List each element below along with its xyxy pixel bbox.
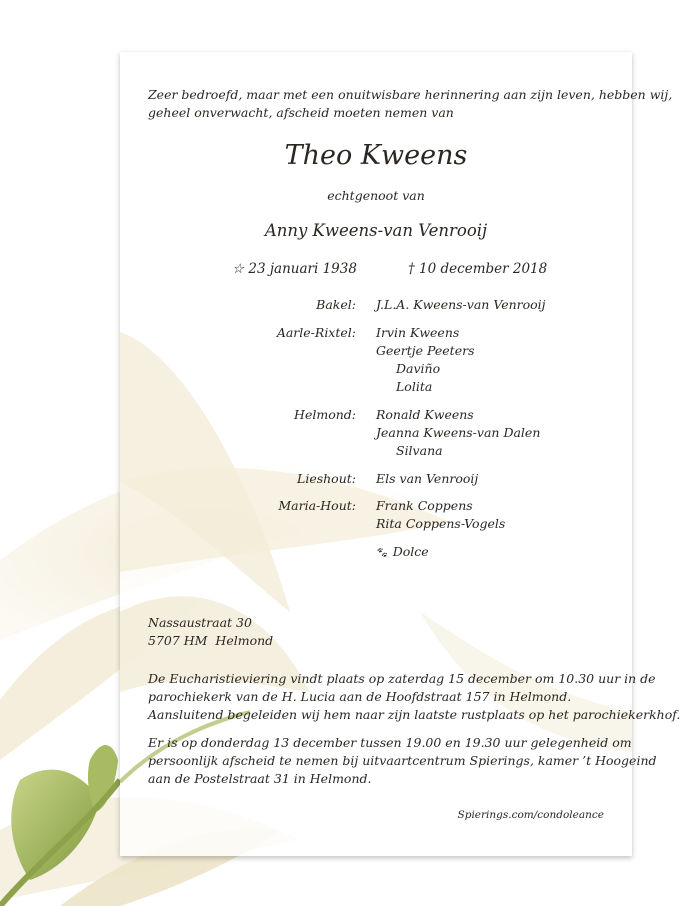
family-names (376, 296, 546, 314)
spouse-name: Anny Kweens-van Venrooij (264, 221, 488, 240)
family-member: Lolita (396, 379, 433, 394)
funeral-mass-info: De Eucharistieviering vindt plaats op zaterdag 15 december om 10.30 uur in de parochiekerk van de H. Lucia aan de Hoofdstraat 157 in Helmond. Aansluitend begeleiden wij hem naar zijn laatste rustplaats op het parochiekerkhof. (148, 671, 681, 722)
family-member: Rita Coppens-Vogels (376, 516, 506, 531)
family-place: Maria-Hout: (278, 498, 356, 513)
pet-name: Dolce (392, 544, 429, 559)
intro-text: Zeer bedroefd, maar met een onuitwisbare herinnering aan zijn leven, hebben wij, geheel onverwacht, afscheid moeten nemen van (148, 87, 673, 120)
family-place: Bakel: (316, 297, 356, 312)
family-member: J.L.A. Kweens-van Venrooij (376, 297, 546, 312)
death-date: † 10 december 2018 (408, 261, 548, 277)
family-names (376, 470, 478, 488)
condolence-website: Spierings.com/condoleance (457, 809, 604, 821)
obituary-card (120, 52, 681, 856)
family-member: Jeanna Kweens-van Dalen (376, 425, 541, 440)
family-member: Irvin Kweens (376, 325, 460, 340)
spouse-label: echtgenoot van (327, 188, 425, 203)
family-member: Els van Venrooij (376, 471, 479, 486)
family-place: Aarle-Rixtel: (276, 325, 356, 340)
home-address: Nassaustraat 30 5707 HM Helmond (148, 615, 274, 648)
family-names (376, 497, 505, 533)
family-names (376, 406, 540, 460)
family-member: Ronald Kweens (376, 407, 474, 422)
deceased-name: Theo Kweens (284, 140, 468, 171)
family-place: Helmond: (294, 407, 356, 422)
pet-entry (376, 543, 429, 563)
family-member: Silvana (396, 443, 443, 458)
paw-icon: 🐾︎ (376, 548, 389, 559)
family-member: Geertje Peeters (376, 343, 475, 358)
farewell-info: Er is op donderdag 13 december tussen 19.00 en 19.30 uur gelegenheid om persoonlijk afscheid te nemen bij uitvaartcentrum Spierings, kamer ’t Hoogeind aan de Postelstraat 31 in Helmond. (148, 735, 657, 786)
family-member: Daviño (396, 361, 441, 376)
birth-date: ☆ 23 januari 1938 (232, 261, 357, 277)
family-place: Lieshout: (297, 471, 356, 486)
family-names (376, 324, 474, 396)
family-member: Frank Coppens (376, 498, 473, 513)
